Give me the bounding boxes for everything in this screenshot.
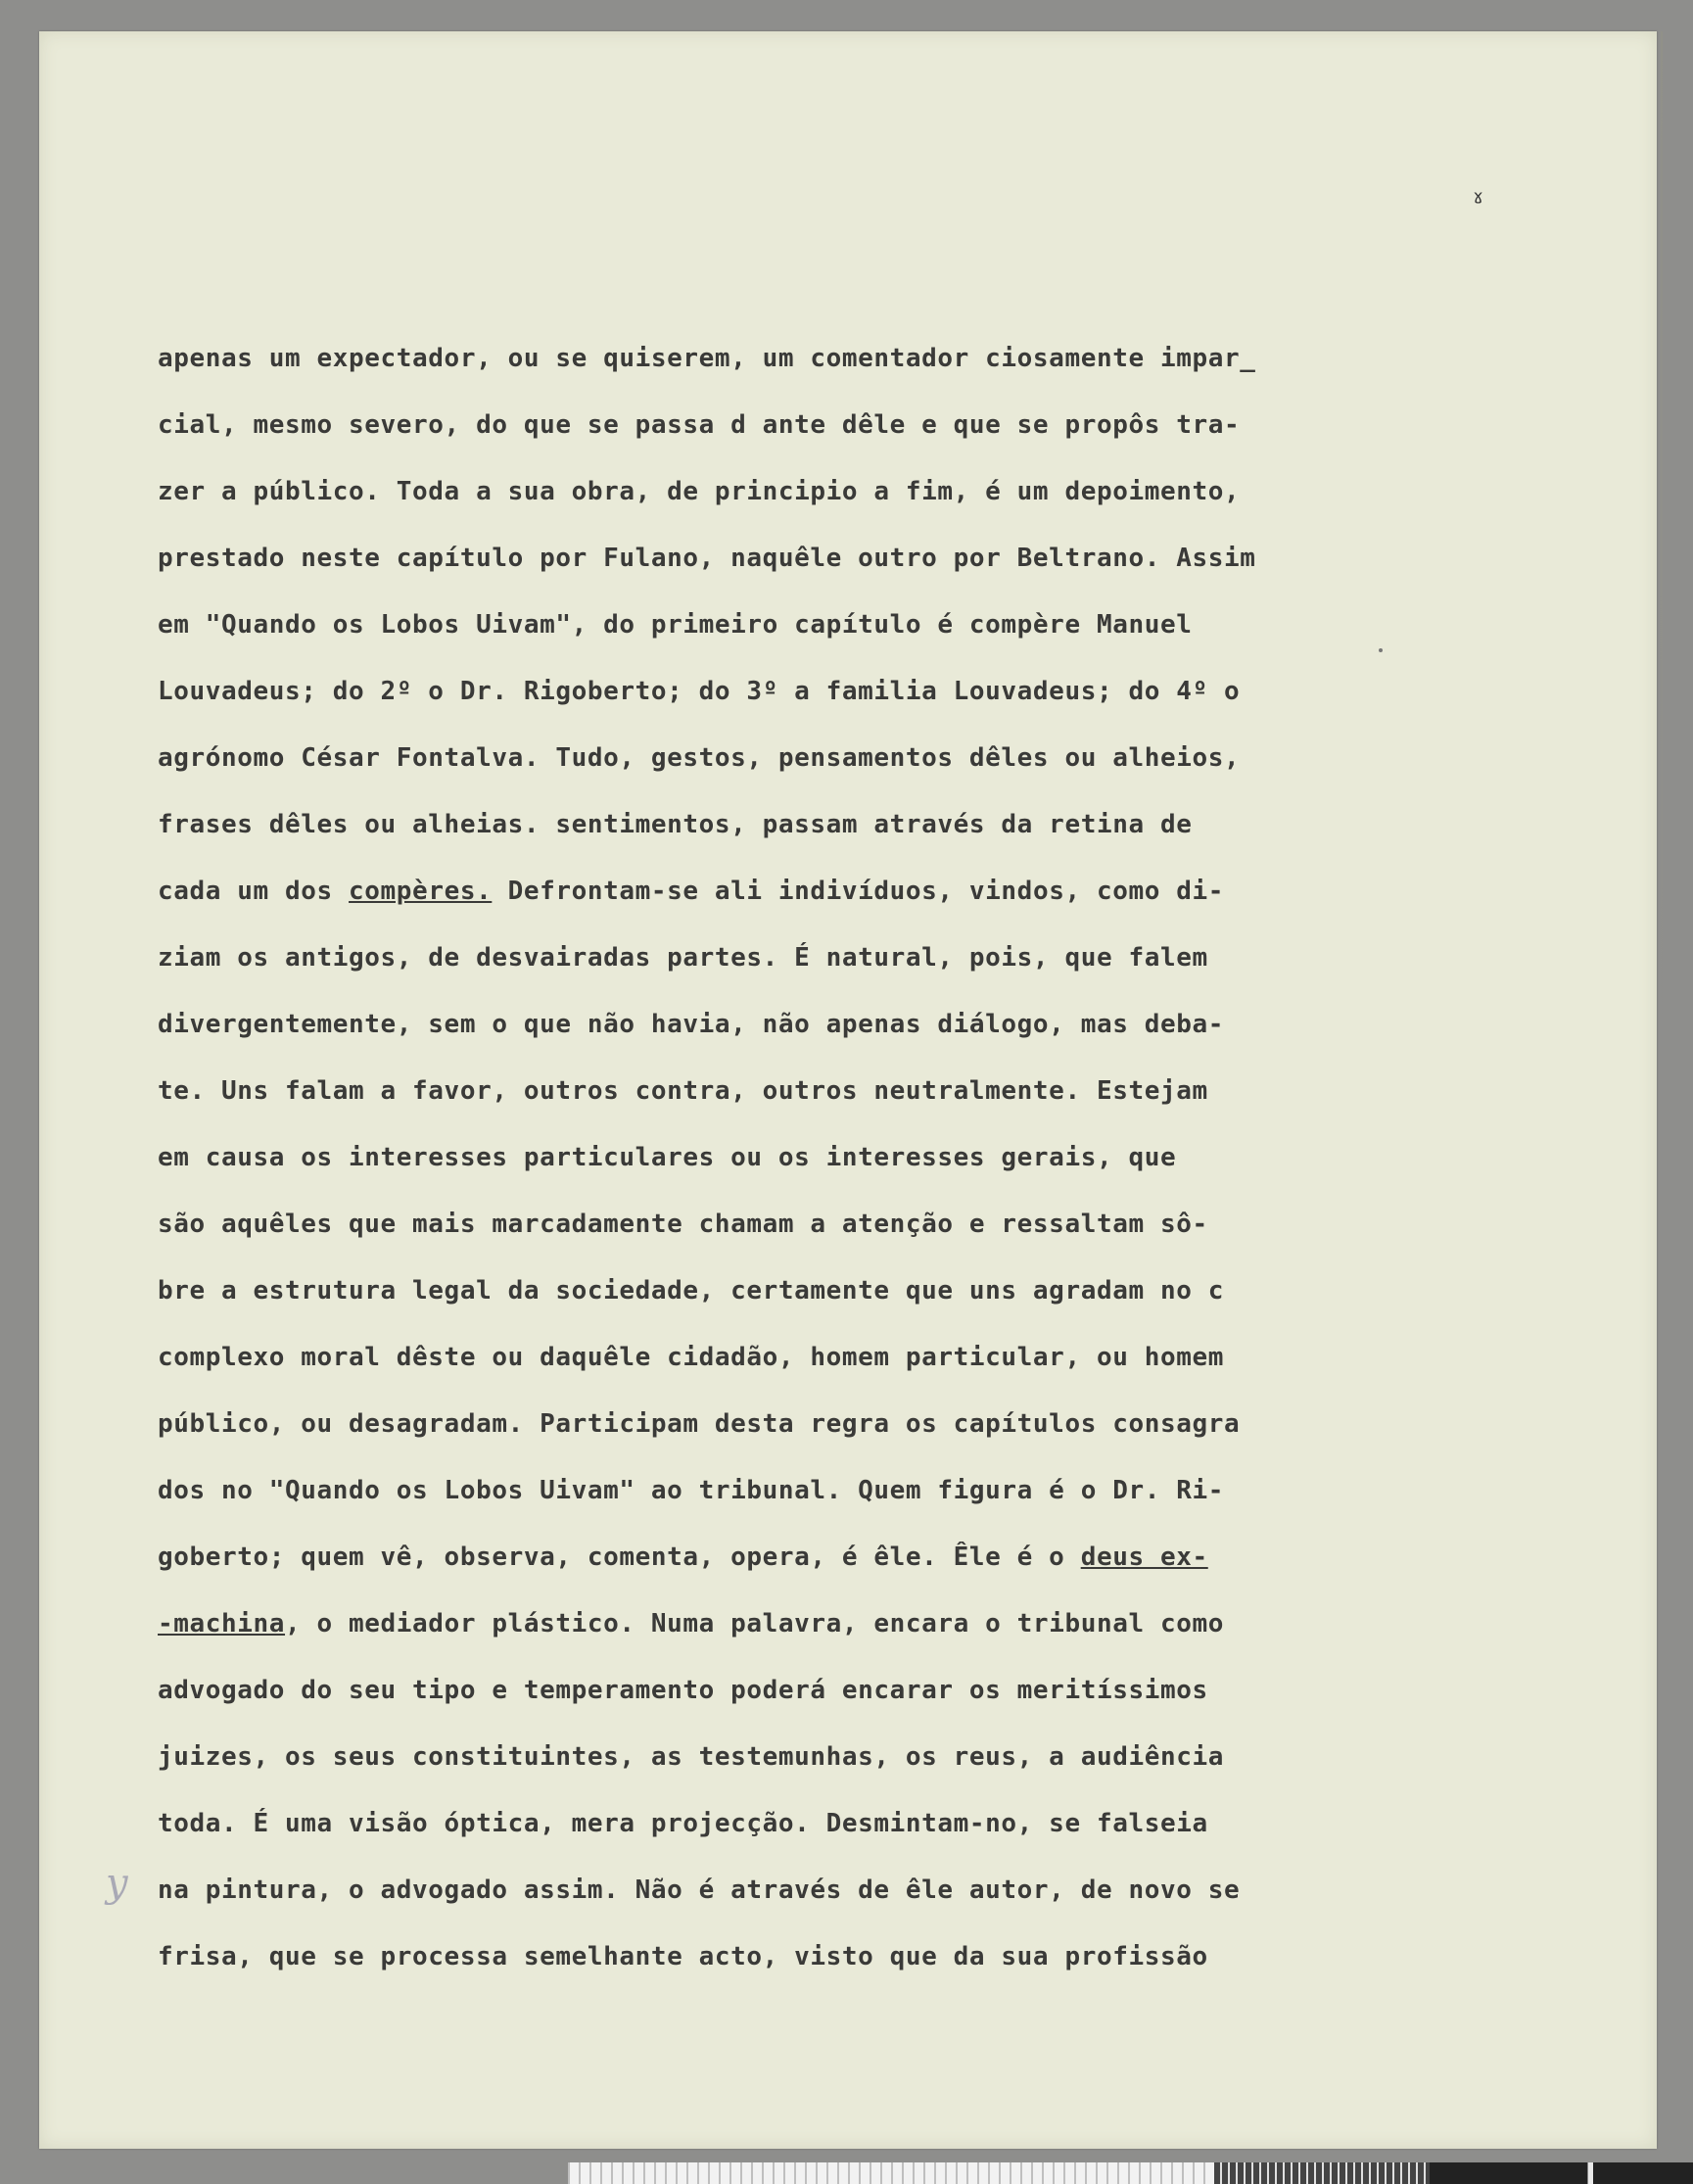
underlined-text: compères. bbox=[349, 877, 493, 906]
text-line: cial, mesmo severo, do que se passa d ante dêle e que se propôs tra- bbox=[158, 410, 1241, 440]
text-line: prestado neste capítulo por Fulano, naquêle outro por Beltrano. Assim bbox=[158, 544, 1256, 573]
paper-fold-line bbox=[1661, 31, 1663, 1187]
text-line: ziam os antigos, de desvairadas partes. É natural, pois, que falem bbox=[158, 943, 1208, 973]
text-line: divergentemente, sem o que não havia, não apenas diálogo, mas deba- bbox=[158, 1010, 1224, 1039]
ruler-dark-segment bbox=[1214, 2162, 1430, 2184]
text-line: frisa, que se processa semelhante acto, visto que da sua profissão bbox=[158, 1942, 1208, 1971]
typed-paragraph bbox=[158, 325, 1323, 1990]
typewritten-sheet bbox=[39, 31, 1657, 2149]
text-segment: , o mediador plástico. Numa palavra, encara o tribunal como bbox=[285, 1609, 1224, 1638]
text-line bbox=[158, 858, 1323, 925]
text-line: agrónomo César Fontalva. Tudo, gestos, pensamentos dêles ou alheios, bbox=[158, 743, 1241, 773]
ruler-black-segment bbox=[1430, 2162, 1693, 2184]
text-line: em causa os interesses particulares ou os interesses gerais, que bbox=[158, 1143, 1177, 1172]
text-line: Louvadeus; do 2º o Dr. Rigoberto; do 3º a familia Louvadeus; do 4º o bbox=[158, 677, 1241, 706]
text-line: frases dêles ou alheias. sentimentos, passam através da retina de bbox=[158, 810, 1193, 839]
margin-pencil-mark: y bbox=[106, 1861, 128, 1906]
scale-ruler bbox=[568, 2162, 1693, 2184]
corner-tick-mark: ˠ bbox=[1473, 186, 1484, 215]
text-line: na pintura, o advogado assim. Não é através de êle autor, de novo se bbox=[158, 1875, 1241, 1905]
text-line: público, ou desagradam. Participam desta regra os capítulos consagra bbox=[158, 1409, 1241, 1439]
text-line: toda. É uma visão óptica, mera projecção. Desmintam-no, se falseia bbox=[158, 1809, 1208, 1838]
text-line: advogado do seu tipo e temperamento poderá encarar os meritíssimos bbox=[158, 1676, 1208, 1705]
text-segment: cada um dos bbox=[158, 877, 350, 906]
text-line: zer a público. Toda a sua obra, de principio a fim, é um depoimento, bbox=[158, 477, 1241, 506]
ink-dot-mark bbox=[1379, 648, 1383, 652]
text-line: te. Uns falam a favor, outros contra, outros neutralmente. Estejam bbox=[158, 1076, 1208, 1106]
text-line: juizes, os seus constituintes, as testemunhas, os reus, a audiência bbox=[158, 1742, 1224, 1772]
text-line bbox=[158, 1524, 1323, 1591]
underlined-text: deus ex- bbox=[1080, 1543, 1208, 1572]
ruler-grey-segment bbox=[568, 2162, 1214, 2184]
text-line: dos no "Quando os Lobos Uivam" ao tribunal. Quem figura é o Dr. Ri- bbox=[158, 1476, 1224, 1505]
text-line: complexo moral dêste ou daquêle cidadão, homem particular, ou homem bbox=[158, 1343, 1224, 1372]
text-line: apenas um expectador, ou se quiserem, um comentador ciosamente impar_ bbox=[158, 344, 1256, 373]
text-line: bre a estrutura legal da sociedade, certamente que uns agradam no c bbox=[158, 1276, 1224, 1306]
text-segment: Defrontam-se ali indivíduos, vindos, como di- bbox=[492, 877, 1224, 906]
underlined-text: -machina bbox=[158, 1609, 286, 1638]
text-line: em "Quando os Lobos Uivam", do primeiro capítulo é compère Manuel bbox=[158, 610, 1193, 640]
text-line bbox=[158, 1591, 1323, 1657]
text-segment: goberto; quem vê, observa, comenta, opera, é êle. Êle é o bbox=[158, 1543, 1081, 1572]
text-line: são aquêles que mais marcadamente chamam a atenção e ressaltam sô- bbox=[158, 1210, 1208, 1239]
